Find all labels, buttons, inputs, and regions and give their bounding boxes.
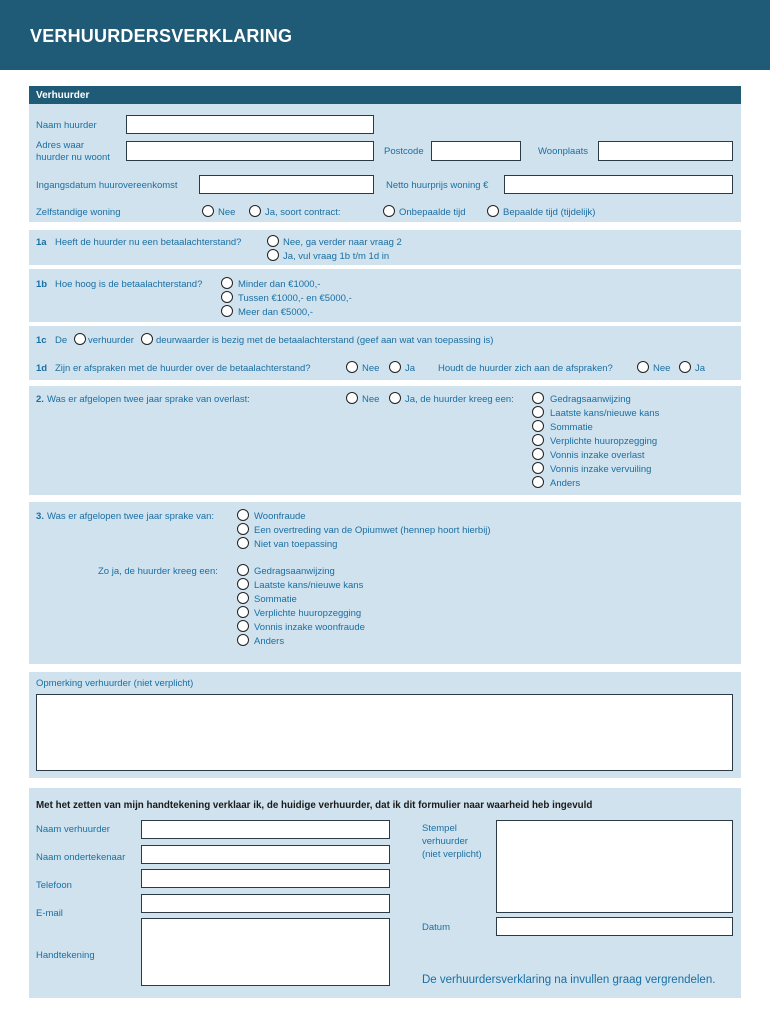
- q1d-nee-radio[interactable]: [346, 361, 358, 373]
- q1a-number: 1a: [36, 237, 47, 248]
- q1d-ja-label: Ja: [405, 363, 416, 374]
- q1a-question: Heeft de huurder nu een betaalachterstand?: [55, 237, 242, 248]
- q1b-number: 1b: [36, 279, 48, 290]
- q1b-option-radio[interactable]: [221, 291, 233, 303]
- q2-option-label: Vonnis inzake vervuiling: [550, 464, 652, 475]
- q2-ja-label: Ja, de huurder kreeg een:: [405, 394, 514, 405]
- bepaalde-tijd-label: Bepaalde tijd (tijdelijk): [503, 207, 596, 218]
- opmerking-label: Opmerking verhuurder (niet verplicht): [36, 678, 194, 689]
- q1d-nee-label: Nee: [362, 363, 380, 374]
- datum-field[interactable]: [496, 917, 733, 936]
- naam-ondertekenaar-field[interactable]: [141, 845, 390, 864]
- q3-sanction-label: Sommatie: [254, 594, 297, 605]
- panel-q1b: [29, 269, 741, 322]
- q3-question: Was er afgelopen twee jaar sprake van:: [47, 511, 215, 522]
- q1d-nee2-label: Nee: [653, 363, 671, 374]
- email-field[interactable]: [141, 894, 390, 913]
- q2-option-radio[interactable]: [532, 434, 544, 446]
- q1a-nee-label: Nee, ga verder naar vraag 2: [283, 237, 402, 248]
- q3-sanction-radio[interactable]: [237, 578, 249, 590]
- signature-declaration: Met het zetten van mijn handtekening verklaar ik, de huidige verhuurder, dat ik dit formulier naar waarheid heb ingevuld: [36, 800, 593, 811]
- q3-option-radio[interactable]: [237, 509, 249, 521]
- ingangsdatum-field[interactable]: [199, 175, 374, 194]
- q3-sanction-label: Anders: [254, 636, 285, 647]
- q3-option-radio[interactable]: [237, 523, 249, 535]
- q1c-number: 1c: [36, 335, 47, 346]
- label-stempel-l2: verhuurder: [422, 836, 468, 847]
- label-adres-l1: Adres waar: [36, 140, 85, 151]
- q3-option-label: Een overtreding van de Opiumwet (hennep hoort hierbij): [254, 525, 491, 536]
- label-naam-ondertekenaar: Naam ondertekenaar: [36, 852, 126, 863]
- q1d-number: 1d: [36, 363, 48, 374]
- q1b-option-label: Tussen €1000,- en €5000,-: [238, 293, 352, 304]
- stempel-field[interactable]: [496, 820, 733, 913]
- label-naam-huurder: Naam huurder: [36, 120, 97, 131]
- q3-sanction-radio[interactable]: [237, 564, 249, 576]
- q1a-ja-radio[interactable]: [267, 249, 279, 261]
- q3-sanction-radio[interactable]: [237, 592, 249, 604]
- q2-nee-label: Nee: [362, 394, 380, 405]
- q1d-nee2-radio[interactable]: [637, 361, 649, 373]
- q2-option-label: Gedragsaanwijzing: [550, 394, 631, 405]
- q2-option-radio[interactable]: [532, 392, 544, 404]
- q2-number: 2.: [36, 394, 44, 405]
- q1c-de: De: [55, 335, 68, 346]
- q3-sanction-label: Laatste kans/nieuwe kans: [254, 580, 364, 591]
- section-header-verhuurder: Verhuurder: [29, 86, 741, 104]
- page-title: VERHUURDERSVERKLARING: [30, 26, 293, 46]
- q2-nee-radio[interactable]: [346, 392, 358, 404]
- naam-verhuurder-field[interactable]: [141, 820, 390, 839]
- q3-option-label: Niet van toepassing: [254, 539, 338, 550]
- q2-option-label: Laatste kans/nieuwe kans: [550, 408, 660, 419]
- q1d-question: Zijn er afspraken met de huurder over de betaalachterstand?: [55, 363, 311, 374]
- q1b-question: Hoe hoog is de betaalachterstand?: [55, 279, 203, 290]
- label-stempel-l3: (niet verplicht): [422, 849, 482, 860]
- netto-huur-field[interactable]: [504, 175, 733, 194]
- label-ingangsdatum: Ingangsdatum huurovereenkomst: [36, 180, 178, 191]
- q2-option-label: Sommatie: [550, 422, 593, 433]
- q1d-question2: Houdt de huurder zich aan de afspraken?: [438, 363, 613, 374]
- handtekening-field[interactable]: [141, 918, 390, 986]
- q3-sanction-label: Vonnis inzake woonfraude: [254, 622, 365, 633]
- q3-sanction-label: Verplichte huuropzegging: [254, 608, 362, 619]
- q3-number: 3.: [36, 511, 44, 522]
- q2-ja-radio[interactable]: [389, 392, 401, 404]
- q3-zo-ja-label: Zo ja, de huurder kreeg een:: [98, 566, 218, 577]
- q1a-nee-radio[interactable]: [267, 235, 279, 247]
- q2-option-label: Vonnis inzake overlast: [550, 450, 645, 461]
- q3-sanction-radio[interactable]: [237, 620, 249, 632]
- telefoon-field[interactable]: [141, 869, 390, 888]
- label-handtekening: Handtekening: [36, 950, 95, 961]
- q1b-option-radio[interactable]: [221, 305, 233, 317]
- header-bar: [0, 0, 770, 70]
- q2-option-radio[interactable]: [532, 406, 544, 418]
- bepaalde-tijd-radio[interactable]: [487, 205, 499, 217]
- q3-sanction-radio[interactable]: [237, 606, 249, 618]
- q2-option-radio[interactable]: [532, 476, 544, 488]
- q1b-option-radio[interactable]: [221, 277, 233, 289]
- q3-option-radio[interactable]: [237, 537, 249, 549]
- woonplaats-field[interactable]: [598, 141, 733, 161]
- zelfstandig-ja-label: Ja, soort contract:: [265, 207, 341, 218]
- zelfstandig-nee-label: Nee: [218, 207, 236, 218]
- label-woonplaats: Woonplaats: [538, 146, 588, 157]
- q3-sanction-radio[interactable]: [237, 634, 249, 646]
- label-postcode: Postcode: [384, 146, 424, 157]
- q1c-deurwaarder-radio[interactable]: [141, 333, 153, 345]
- q1a-ja-label: Ja, vul vraag 1b t/m 1d in: [283, 251, 390, 262]
- label-datum: Datum: [422, 922, 450, 933]
- q2-option-label: Anders: [550, 478, 581, 489]
- label-stempel-l1: Stempel: [422, 823, 457, 834]
- opmerking-textarea[interactable]: [36, 694, 733, 771]
- q2-option-label: Verplichte huuropzegging: [550, 436, 658, 447]
- q1b-option-label: Minder dan €1000,-: [238, 279, 321, 290]
- q3-option-label: Woonfraude: [254, 511, 306, 522]
- onbepaalde-tijd-radio[interactable]: [383, 205, 395, 217]
- q1c-verhuurder-radio[interactable]: [74, 333, 86, 345]
- q1d-ja2-radio[interactable]: [679, 361, 691, 373]
- q2-question: Was er afgelopen twee jaar sprake van overlast:: [47, 394, 250, 405]
- zelfstandig-nee-radio[interactable]: [202, 205, 214, 217]
- label-adres-l2: huurder nu woont: [36, 152, 110, 163]
- zelfstandig-ja-radio[interactable]: [249, 205, 261, 217]
- q1d-ja-radio[interactable]: [389, 361, 401, 373]
- q2-option-radio[interactable]: [532, 420, 544, 432]
- q2-option-radio[interactable]: [532, 448, 544, 460]
- label-naam-verhuurder: Naam verhuurder: [36, 824, 110, 835]
- label-email: E-mail: [36, 908, 63, 919]
- label-zelfstandig: Zelfstandige woning: [36, 207, 121, 218]
- q3-sanction-label: Gedragsaanwijzing: [254, 566, 335, 577]
- onbepaalde-tijd-label: Onbepaalde tijd: [399, 207, 466, 218]
- label-telefoon: Telefoon: [36, 880, 72, 891]
- q1c-deurwaarder-label: deurwaarder is bezig met de betaalachterstand (geef aan wat van toepassing is): [156, 335, 494, 346]
- q1c-verhuurder-label: verhuurder: [88, 335, 134, 346]
- label-netto-huur: Netto huurprijs woning €: [386, 180, 489, 191]
- q1b-option-label: Meer dan €5000,-: [238, 307, 313, 318]
- lock-instruction-note: De verhuurdersverklaring na invullen graag vergrendelen.: [422, 974, 716, 986]
- q1d-ja2-label: Ja: [695, 363, 706, 374]
- q2-option-radio[interactable]: [532, 462, 544, 474]
- postcode-field[interactable]: [431, 141, 521, 161]
- adres-field[interactable]: [126, 141, 374, 161]
- naam-huurder-field[interactable]: [126, 115, 374, 134]
